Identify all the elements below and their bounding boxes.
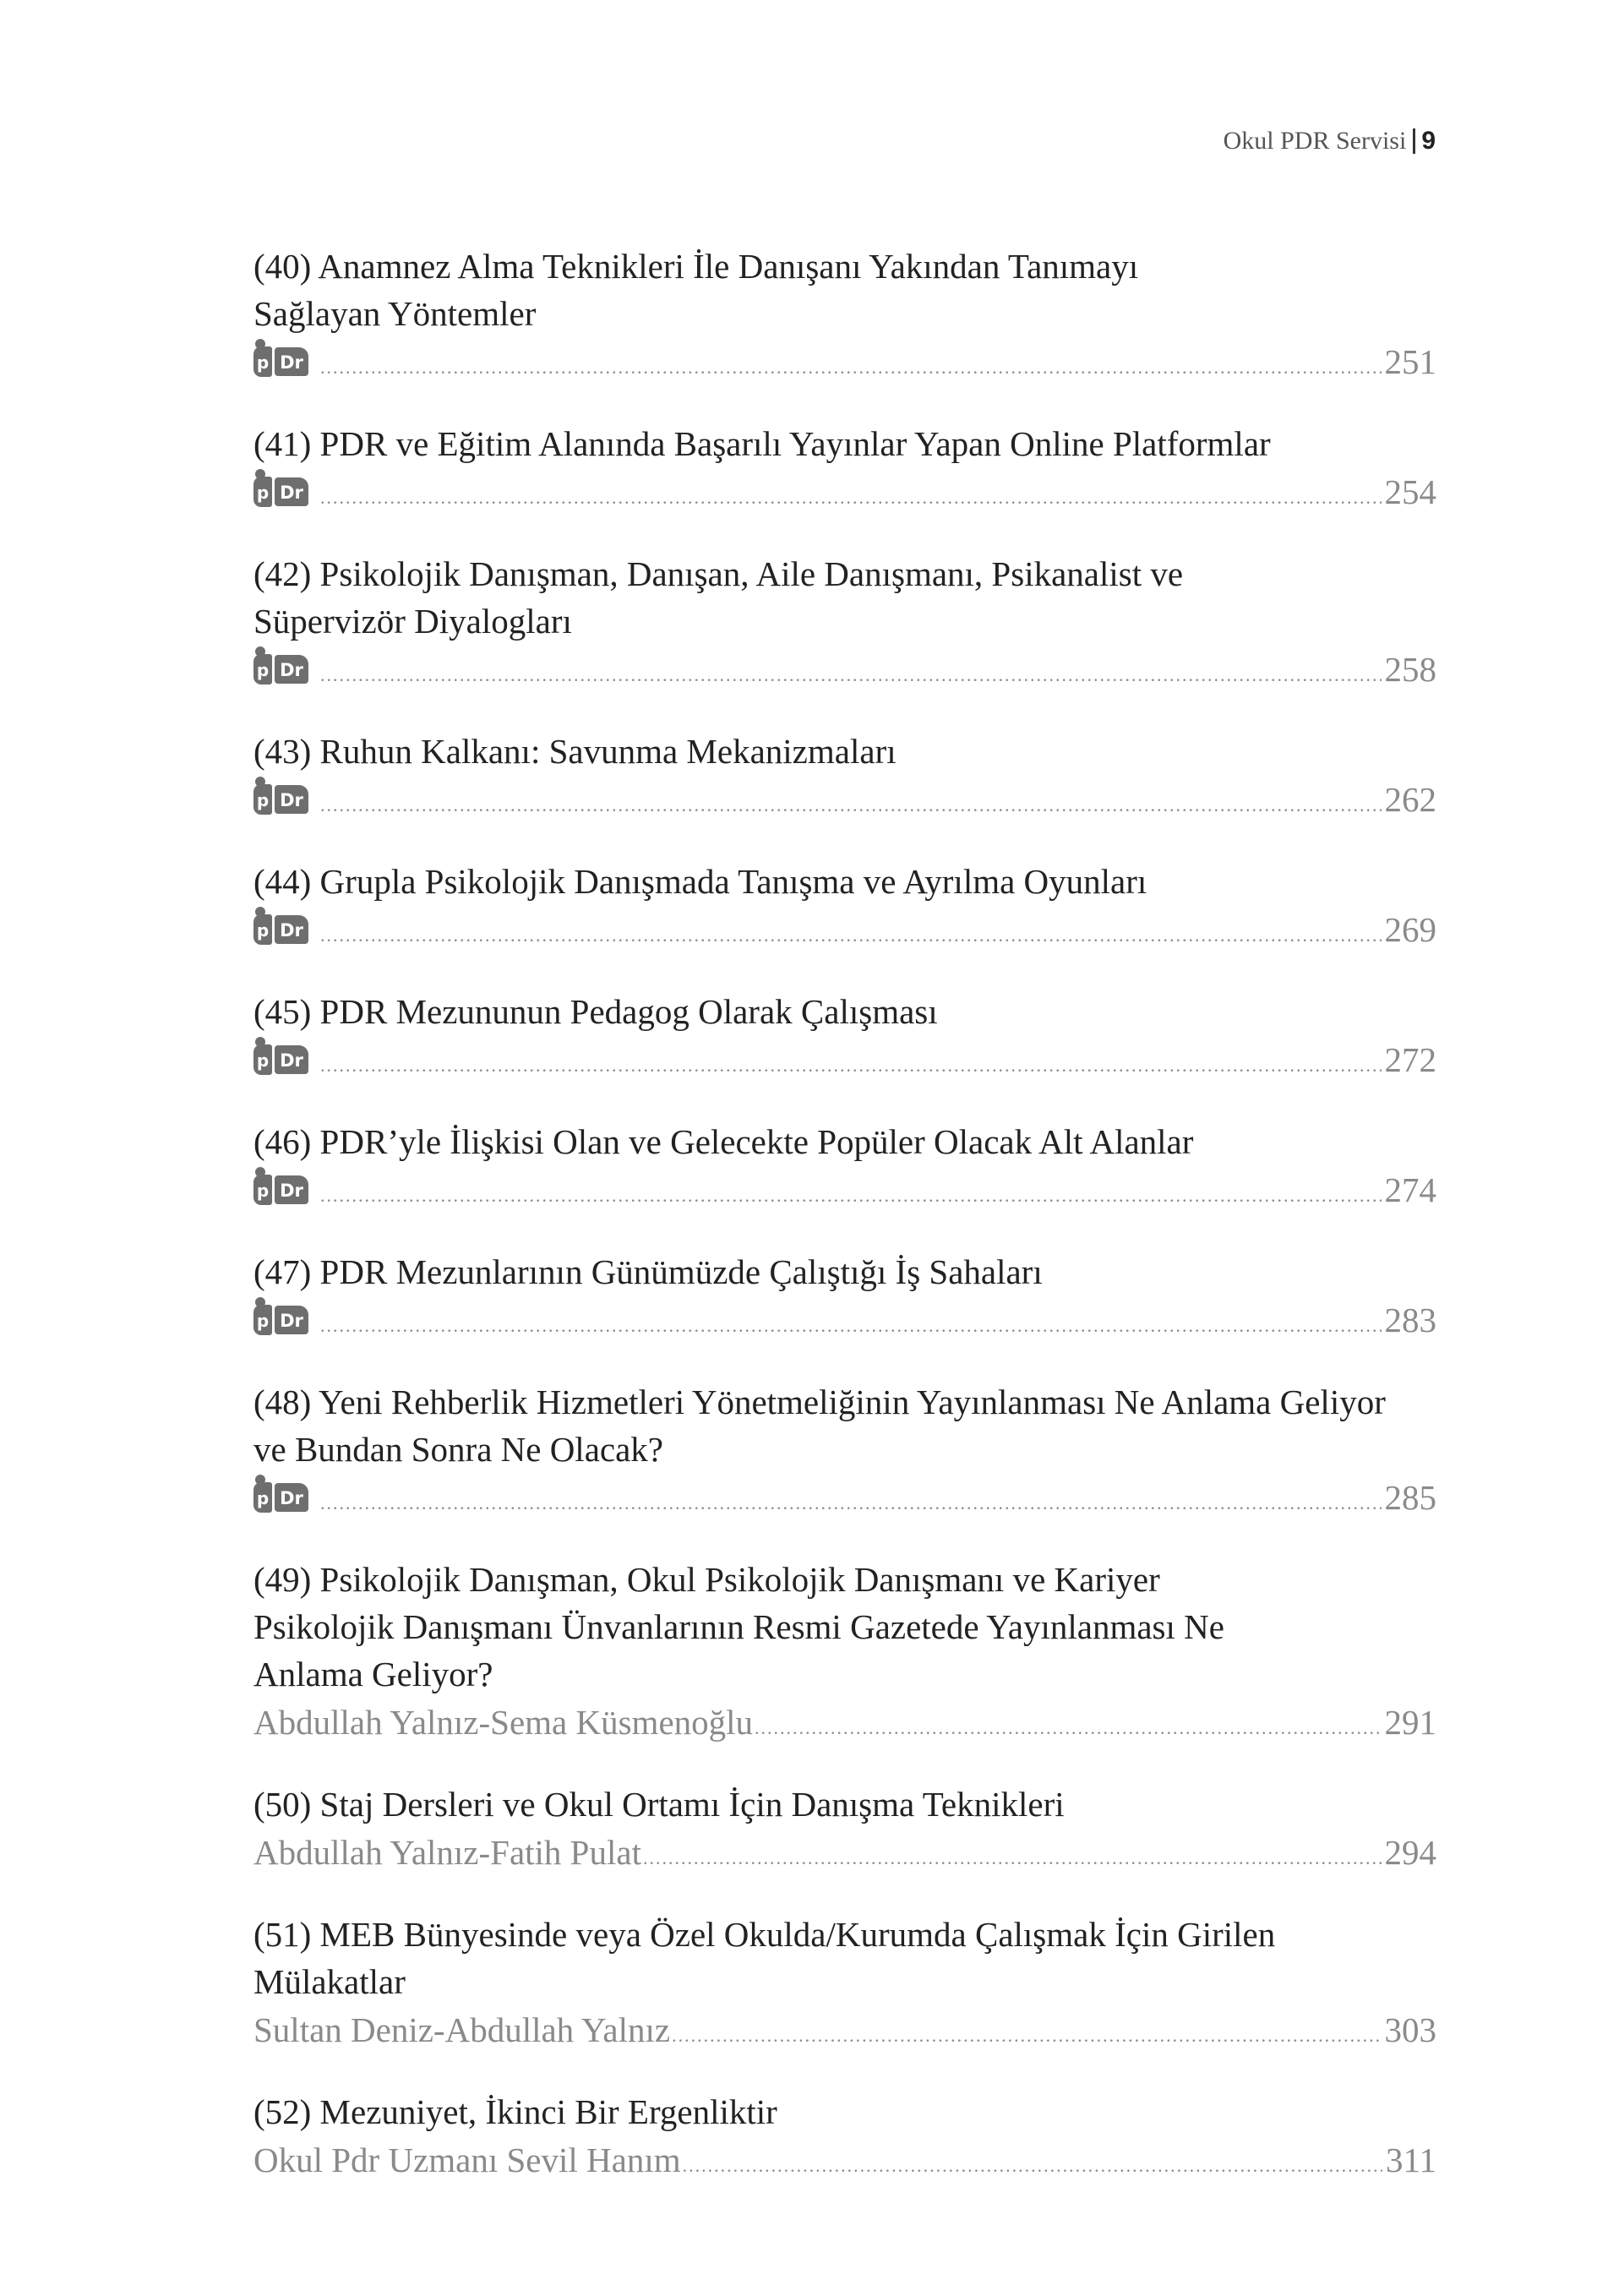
toc-entry-author: Abdullah Yalnız-Fatih Pulat bbox=[253, 1833, 641, 1872]
toc-entry-title: (51) MEB Bünyesinde veya Özel Okulda/Kurumda Çalışmak İçin Girilen Mülakatlar bbox=[253, 1915, 1276, 2001]
pdr-logo-icon: p Dr bbox=[253, 475, 308, 509]
toc-entry-title: (41) PDR ve Eğitim Alanında Başarılı Yayınlar Yapan Online Platformlar bbox=[253, 424, 1271, 463]
toc-entry-line bbox=[253, 1295, 1436, 1344]
toc-entry-title: (44) Grupla Psikolojik Danışmada Tanışma ve Ayrılma Oyunları bbox=[253, 862, 1147, 901]
toc-entry-title: (50) Staj Dersleri ve Okul Ortamı İçin Danışma Teknikleri bbox=[253, 1785, 1065, 1824]
toc-page-number: 311 bbox=[1386, 2141, 1436, 2179]
toc-entry-line bbox=[253, 2005, 1436, 2054]
toc-entry[interactable] bbox=[253, 550, 1436, 694]
toc-entry[interactable] bbox=[253, 1556, 1436, 1747]
toc-page-number: 251 bbox=[1384, 342, 1436, 381]
toc-entry-author: Okul Pdr Uzmanı Sevil Hanım bbox=[253, 2141, 681, 2179]
toc-entry[interactable] bbox=[253, 420, 1436, 516]
toc-entry[interactable] bbox=[253, 988, 1436, 1084]
toc-entry-title: (46) PDR’yle İlişkisi Olan ve Gelecekte Popüler Olacak Alt Alanlar bbox=[253, 1122, 1194, 1161]
toc-entry-author: Sultan Deniz-Abdullah Yalnız bbox=[253, 2010, 671, 2049]
leader-dots bbox=[320, 343, 1382, 392]
toc-entry-line bbox=[253, 1828, 1436, 1877]
toc-entry[interactable] bbox=[253, 858, 1436, 954]
toc-entry[interactable] bbox=[253, 2088, 1436, 2184]
leader-dots bbox=[320, 1171, 1382, 1220]
toc-page-number: 258 bbox=[1384, 650, 1436, 689]
leader-dots bbox=[643, 1834, 1382, 1883]
toc-page-number: 303 bbox=[1384, 2010, 1436, 2049]
toc-page-number: 285 bbox=[1384, 1478, 1436, 1517]
toc-page-number: 269 bbox=[1384, 910, 1436, 949]
toc-entry-author: Abdullah Yalnız-Sema Küsmenoğlu bbox=[253, 1703, 754, 1742]
toc-entry-title: (47) PDR Mezunlarının Günümüzde Çalıştığı İş Sahaları bbox=[253, 1252, 1043, 1291]
toc-entry-line bbox=[253, 775, 1436, 824]
toc-entry[interactable] bbox=[253, 728, 1436, 824]
toc-entry-line bbox=[253, 1473, 1436, 1522]
leader-dots bbox=[320, 911, 1382, 960]
toc-page-number: 272 bbox=[1384, 1040, 1436, 1079]
leader-dots bbox=[683, 2141, 1382, 2190]
pdr-logo-icon: p Dr bbox=[253, 783, 308, 816]
toc-page-number: 291 bbox=[1384, 1703, 1436, 1742]
toc-entry-line bbox=[253, 467, 1436, 516]
leader-dots bbox=[672, 2011, 1381, 2060]
toc-entry[interactable] bbox=[253, 1118, 1436, 1214]
toc-entry[interactable] bbox=[253, 1378, 1436, 1522]
pdr-logo-icon: p Dr bbox=[253, 1303, 308, 1337]
toc-entry-title: (49) Psikolojik Danışman, Okul Psikolojik Danışmanı ve Kariyer Psikolojik Danışmanı Ünvanlarının Resmi Gazetede Yayınlanması Ne Anlama Geliyor? bbox=[253, 1560, 1224, 1693]
toc-entry-line bbox=[253, 1035, 1436, 1084]
leader-dots bbox=[320, 1301, 1382, 1350]
toc-page-number: 262 bbox=[1384, 780, 1436, 819]
toc-page-number: 254 bbox=[1384, 472, 1436, 511]
toc-page-number: 294 bbox=[1384, 1833, 1436, 1872]
toc-entry-title: (40) Anamnez Alma Teknikleri İle Danışanı Yakından Tanımayı Sağlayan Yöntemler bbox=[253, 247, 1139, 333]
toc-entry-title: (48) Yeni Rehberlik Hizmetleri Yönetmeliğinin Yayınlanması Ne Anlama Geliyor ve Bundan Sonra Ne Olacak? bbox=[253, 1383, 1386, 1469]
toc-entry-title: (52) Mezuniyet, İkinci Bir Ergenliktir bbox=[253, 2092, 777, 2131]
leader-dots bbox=[320, 1479, 1382, 1528]
running-title: Okul PDR Servisi bbox=[1223, 127, 1407, 155]
pdr-logo-icon: p Dr bbox=[253, 652, 308, 686]
toc-entry-line bbox=[253, 2135, 1436, 2184]
toc-entry-title: (45) PDR Mezununun Pedagog Olarak Çalışması bbox=[253, 992, 938, 1031]
pdr-logo-icon: p Dr bbox=[253, 345, 308, 379]
toc-entry-title: (43) Ruhun Kalkanı: Savunma Mekanizmaları bbox=[253, 732, 897, 771]
toc-entry-line bbox=[253, 1698, 1436, 1747]
toc-entry-title: (42) Psikolojik Danışman, Danışan, Aile Danışmanı, Psikanalist ve Süpervizör Diyalogları bbox=[253, 554, 1184, 641]
leader-dots bbox=[320, 1041, 1382, 1090]
toc-entry-line bbox=[253, 905, 1436, 954]
toc-entry[interactable] bbox=[253, 1781, 1436, 1877]
leader-dots bbox=[320, 781, 1382, 830]
leader-dots bbox=[320, 473, 1382, 522]
toc-page-number: 274 bbox=[1384, 1170, 1436, 1209]
toc-entry-line bbox=[253, 645, 1436, 694]
toc-entry-line bbox=[253, 337, 1436, 386]
pdr-logo-icon: p Dr bbox=[253, 1173, 308, 1207]
leader-dots bbox=[755, 1704, 1381, 1753]
pdr-logo-icon: p Dr bbox=[253, 1043, 308, 1077]
toc-page-number: 283 bbox=[1384, 1301, 1436, 1339]
toc-entry[interactable] bbox=[253, 1248, 1436, 1344]
toc-entry-line bbox=[253, 1165, 1436, 1214]
toc-entry[interactable] bbox=[253, 1911, 1436, 2054]
toc-entry[interactable] bbox=[253, 243, 1436, 386]
running-header bbox=[1224, 127, 1436, 155]
pdr-logo-icon: p Dr bbox=[253, 913, 308, 946]
header-separator bbox=[1413, 128, 1415, 154]
header-page-number: 9 bbox=[1421, 127, 1436, 155]
leader-dots bbox=[320, 651, 1382, 700]
pdr-logo-icon: p Dr bbox=[253, 1481, 308, 1514]
table-of-contents bbox=[253, 243, 1436, 2218]
